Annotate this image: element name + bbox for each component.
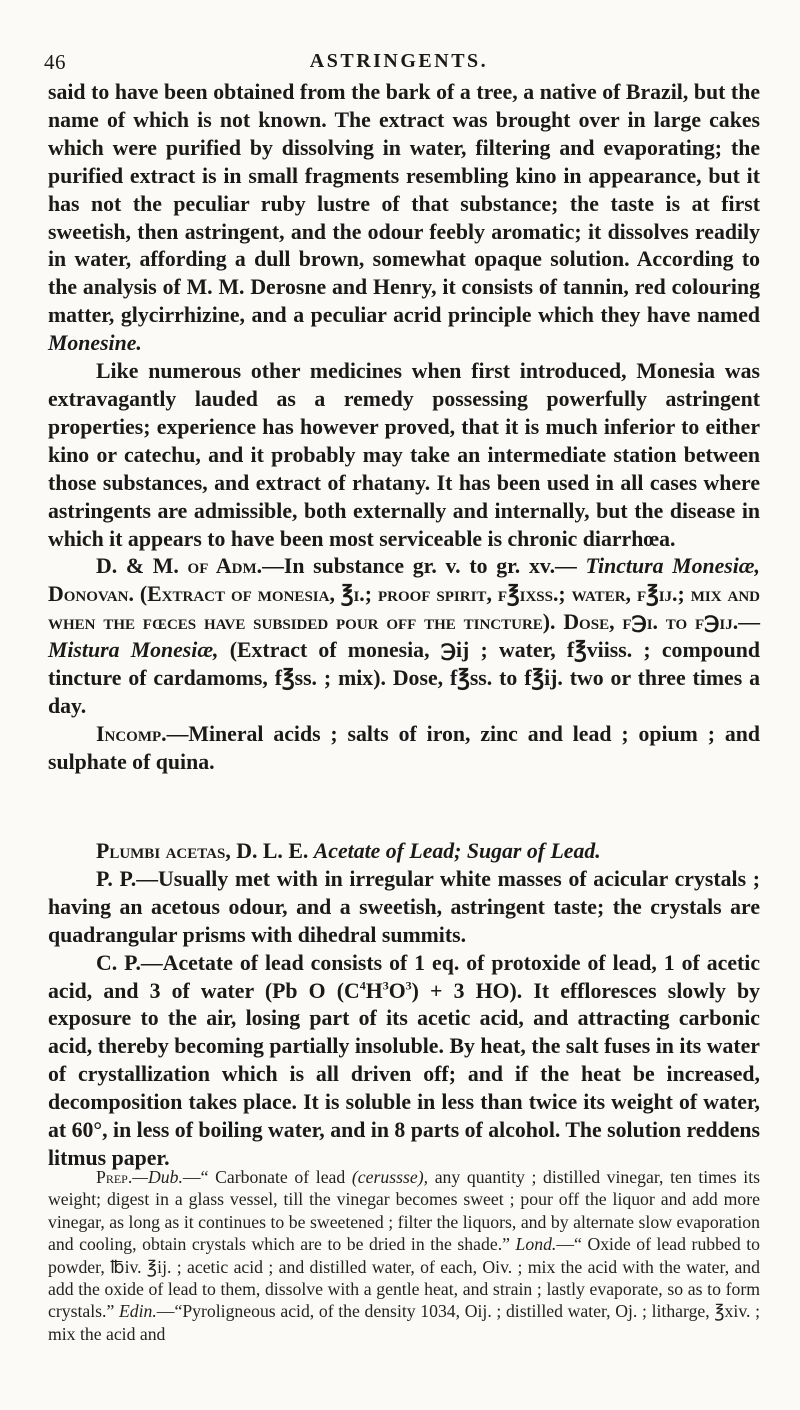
tinctura-term: Tinctura Monesiæ, [585, 554, 760, 579]
dose-text: —In substance gr. v. to gr. xv.— [262, 554, 586, 579]
running-head: ASTRINGENTS. [309, 50, 489, 72]
page-number: 46 [44, 50, 66, 74]
monesia-description [48, 79, 760, 358]
formula-sup-2: 3 [382, 978, 389, 993]
monesia-incomp [48, 721, 760, 777]
incomp-text: —Mineral acids ; salts of iron, zinc and lead ; opium ; and sulphate of quina. [48, 721, 760, 774]
monesine-term: Monesine. [48, 331, 142, 356]
dub-text-b: any quantity ; distilled vinegar, ten times its weight; digest in a glass vessel, till the vinegar becomes sweet ; pour off the liquor and add more vinegar, as long as it continues to be sweetened ; filter the liquors, and by alternate slow evaporation and cooling, obtain crystals which are to be dried in the shade.” [48, 1167, 760, 1255]
dose-label: D. & M. of Adm. [96, 554, 263, 579]
mistura-term: Mistura Monesiæ, [48, 638, 219, 663]
prep-label: Prep. [96, 1167, 133, 1187]
cp-text-a: C. P.—Acetate of lead consists of 1 eq. of protoxide of lead, 1 of acetic acid, and 3 of water (Pb O (C [48, 950, 760, 1003]
cp-text-b: ) + 3 HO). It effloresces slowly by exposure to the air, losing part of its acetic acid, and attracting carbonic acid, thereby becoming partially insoluble. By heat, the salt fuses in its water of crystallization which is all driven off; and if the heat be increased, decomposition takes place. It is soluble in less than twice its weight of water, at 60°, in less of boiling water, and in 8 parts of alcohol. The solution reddens litmus paper. [48, 978, 760, 1170]
edin-text: —“Pyroligneous acid, of the density 1034, Oij. ; distilled water, Oj. ; litharge, ℥xiv. ; mix the acid and [48, 1301, 761, 1344]
chemical-properties [48, 950, 760, 1173]
tinctura-text: Donovan. (Extract of monesia, ℥i.; proof spirit, f℥ixss.; water, f℥ij.; mix and when the fœces have subsided pour off the tincture). Dose, f℈i. to f℈ij.— [48, 582, 760, 635]
formula-sup-3: 3 [405, 978, 412, 993]
monesia-uses: Like numerous other medicines when first introduced, Monesia was extravagantly lauded as a remedy possessing powerfully astringent properties; experience has however proved, that it is much inferior to either kino or catechu, and it probably may take an intermediate station between those substances, and extract of rhatany. It has been used in all cases where astringents are admissible, both externally and internally, but the disease in which it appears to have been most serviceable is chronic diarrhœa. [48, 359, 760, 551]
heading-english: Acetate of Lead; Sugar of Lead. [313, 839, 601, 863]
edin-label: Edin. [118, 1301, 157, 1322]
monesia-dose [48, 553, 760, 720]
physical-properties: P. P.—Usually met with in irregular white masses of acicular crystals ; having an acetous odour, and a sweetish, astringent taste; the crystals are quadrangular prisms with dihedral summits. [48, 866, 760, 947]
lond-text: —“ Oxide of lead rubbed to powder, ℔iv. ℥ij. ; acetic acid ; and distilled water, of each, Oiv. ; mix the acid with the water, and add the oxide of lead to them, dissolve with a gentle heat, and strain ; lastly evaporate, so as to form crystals.” [48, 1234, 760, 1322]
cerusse-term: (cerussse), [351, 1167, 429, 1187]
lond-label: Lond. [515, 1234, 557, 1255]
dub-label: —Dub. [132, 1167, 183, 1187]
section-heading [48, 838, 760, 866]
formula-h: H [365, 978, 383, 1003]
formula-sup-1: 4 [359, 978, 366, 993]
heading-codes: D. L. E. [230, 839, 314, 863]
monesia-section [48, 79, 760, 777]
mistura-text: (Extract of monesia, ℈ij ; water, f℥viiss. ; compound tincture of cardamoms, f℥ss. ; mix). Dose, f℥ss. to f℥ij. two or three times a day. [48, 638, 760, 718]
monesia-description-text: said to have been obtained from the bark of a tree, a native of Brazil, but the name of which is not known. The extract was brought over in large cakes which were purified by dissolving in water, filtering and evaporating; the purified extract is in small fragments resembling kino in appearance, but it has not the peculiar ruby lustre of that substance; the taste is at first sweetish, then astringent, and the odour feebly aromatic; it dissolves readily in water, affording a dull brown, somewhat opaque solution. According to the analysis of M. M. Derosne and Henry, it consists of tannin, red colouring matter, glycirrhizine, and a peculiar acrid principle which they have named [48, 80, 760, 328]
page-header [44, 50, 754, 80]
preparation-notes [48, 1166, 760, 1345]
dub-text-a: —“ Carbonate of lead [182, 1167, 352, 1187]
lead-acetate-section [48, 838, 760, 1173]
prep-paragraph [48, 1166, 760, 1345]
formula-o: O [388, 978, 406, 1003]
incomp-label: Incomp. [96, 721, 167, 746]
heading-latin: Plumbi acetas, [96, 839, 231, 863]
